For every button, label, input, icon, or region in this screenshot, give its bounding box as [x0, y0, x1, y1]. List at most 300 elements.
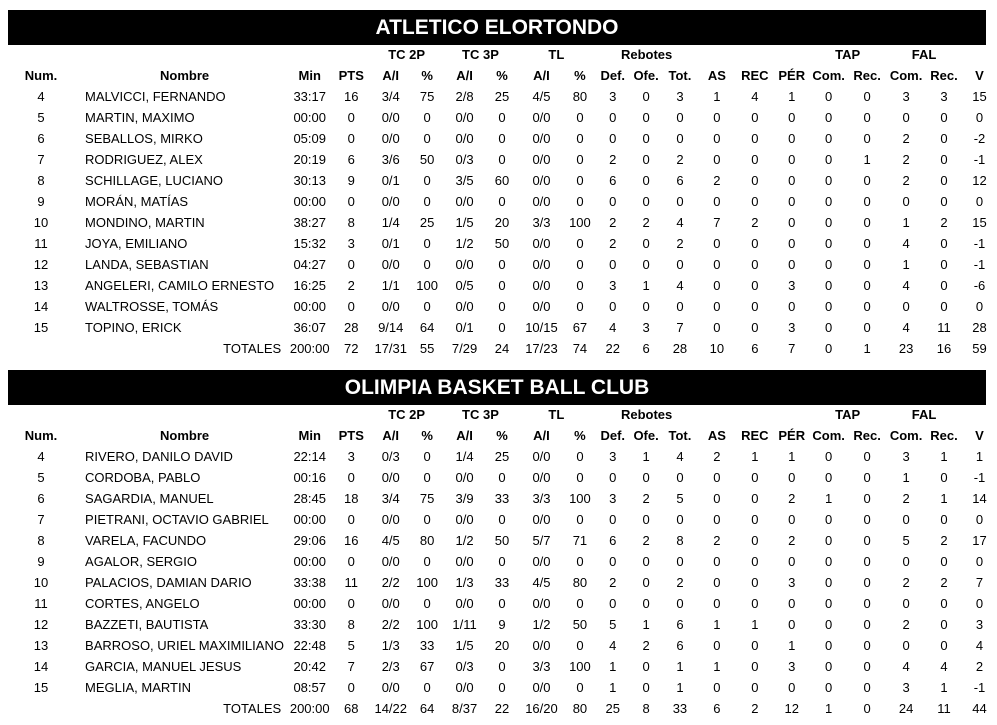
totals-cell-per: 7: [788, 341, 796, 356]
cell-tc3p-ai: 0/0: [455, 680, 474, 695]
cell-tap-com: 0: [825, 152, 833, 167]
cell-tap-rec: 0: [863, 320, 871, 335]
cell-min: 20:42: [293, 659, 326, 674]
cell-tap-rec: 1: [863, 152, 871, 167]
cell-reb-ofe: 0: [642, 236, 650, 251]
cell-fal-com: 0: [902, 110, 910, 125]
player-row: [0, 572, 997, 593]
cell-v: -6: [973, 278, 986, 293]
cell-min: 33:30: [293, 617, 326, 632]
column-header-tc2p-ai: A/I: [382, 68, 400, 83]
cell-min: 15:32: [293, 236, 326, 251]
cell-rec: 0: [751, 236, 759, 251]
totals-cell-tc3p-ai: 7/29: [451, 341, 478, 356]
column-header-per: PÉR: [778, 428, 806, 443]
cell-tl-pct: 50: [572, 617, 588, 632]
cell-reb-ofe: 2: [642, 491, 650, 506]
cell-rec: 1: [751, 617, 759, 632]
cell-as: 1: [713, 89, 721, 104]
cell-tl-pct: 0: [576, 512, 584, 527]
cell-rec: 0: [751, 554, 759, 569]
cell-fal-com: 4: [902, 236, 910, 251]
cell-nombre: SAGARDIA, MANUEL: [85, 491, 214, 506]
cell-reb-tot: 7: [676, 320, 684, 335]
column-header-as: AS: [707, 428, 726, 443]
cell-rec: 0: [751, 131, 759, 146]
cell-tc3p-pct: 0: [498, 554, 506, 569]
cell-num: 14: [33, 659, 49, 674]
cell-pts: 0: [347, 194, 355, 209]
group-header-row: [0, 405, 997, 425]
cell-tc3p-pct: 20: [494, 638, 510, 653]
cell-pts: 0: [347, 680, 355, 695]
cell-fal-com: 0: [902, 194, 910, 209]
cell-v: 0: [975, 299, 984, 314]
cell-tc2p-ai: 3/4: [381, 491, 400, 506]
cell-tc2p-pct: 25: [419, 215, 435, 230]
cell-as: 0: [713, 680, 721, 695]
totals-cell-nombre: TOTALES: [223, 701, 282, 716]
player-row: [0, 149, 997, 170]
player-row: [0, 677, 997, 698]
cell-per: 0: [788, 194, 796, 209]
cell-pts: 28: [344, 320, 359, 335]
cell-tl-ai: 1/2: [532, 617, 551, 632]
cell-tc2p-pct: 0: [423, 236, 431, 251]
cell-reb-tot: 0: [676, 257, 684, 272]
cell-tc2p-ai: 0/1: [381, 236, 400, 251]
cell-reb-def: 2: [609, 236, 617, 251]
cell-tc3p-pct: 9: [498, 617, 506, 632]
column-header-reb-def: Def.: [600, 68, 626, 83]
cell-num: 9: [37, 194, 45, 209]
cell-nombre: CORTES, ANGELO: [85, 596, 200, 611]
cell-tap-rec: 0: [863, 257, 871, 272]
column-header-row: [0, 425, 997, 446]
cell-tap-rec: 0: [863, 194, 871, 209]
cell-per: 0: [788, 173, 796, 188]
totals-cell-tap-com: 0: [825, 341, 833, 356]
group-header-blank: [698, 45, 809, 65]
cell-fal-rec: 0: [940, 110, 948, 125]
cell-fal-com: 0: [902, 596, 910, 611]
cell-tc3p-pct: 0: [498, 131, 506, 146]
totals-cell-tl-ai: 16/20: [525, 701, 558, 716]
cell-as: 7: [713, 215, 721, 230]
cell-v: 0: [975, 512, 984, 527]
cell-tc3p-ai: 0/0: [455, 512, 474, 527]
cell-tc2p-ai: 1/3: [381, 638, 400, 653]
cell-tc2p-pct: 64: [419, 320, 435, 335]
cell-min: 00:00: [293, 110, 326, 125]
cell-v: 17: [972, 533, 987, 548]
cell-tap-com: 0: [825, 554, 833, 569]
group-header-rebotes: Rebotes: [620, 407, 673, 422]
cell-per: 3: [788, 320, 796, 335]
cell-num: 8: [37, 533, 45, 548]
cell-num: 5: [37, 470, 45, 485]
column-header-min: Min: [298, 428, 321, 443]
cell-pts: 16: [344, 89, 359, 104]
cell-reb-ofe: 0: [642, 152, 650, 167]
cell-min: 33:38: [293, 575, 326, 590]
cell-num: 4: [37, 89, 45, 104]
cell-tl-pct: 67: [572, 320, 588, 335]
cell-tl-pct: 0: [576, 596, 584, 611]
stats-table: [0, 45, 997, 359]
cell-reb-def: 0: [609, 257, 617, 272]
cell-reb-def: 4: [609, 638, 617, 653]
cell-per: 0: [788, 299, 796, 314]
cell-pts: 5: [347, 638, 355, 653]
cell-v: -1: [973, 257, 986, 272]
totals-cell-nombre: TOTALES: [223, 341, 282, 356]
cell-v: 0: [975, 596, 984, 611]
cell-rec: 0: [751, 320, 759, 335]
cell-fal-rec: 0: [940, 596, 948, 611]
cell-tc3p-pct: 0: [498, 194, 506, 209]
cell-per: 1: [788, 638, 796, 653]
cell-pts: 7: [347, 659, 355, 674]
cell-reb-def: 3: [609, 278, 617, 293]
cell-fal-com: 3: [902, 680, 910, 695]
cell-per: 0: [788, 257, 796, 272]
cell-tl-ai: 10/15: [525, 320, 558, 335]
cell-rec: 0: [751, 299, 759, 314]
cell-tc2p-pct: 0: [423, 131, 431, 146]
cell-tl-pct: 100: [569, 491, 591, 506]
cell-per: 0: [788, 470, 796, 485]
cell-tc3p-ai: 0/0: [455, 554, 474, 569]
player-row: [0, 593, 997, 614]
cell-pts: 0: [347, 470, 355, 485]
cell-reb-ofe: 1: [642, 617, 650, 632]
group-header-tap: TAP: [835, 47, 861, 62]
cell-v: 7: [975, 575, 984, 590]
cell-tl-ai: 4/5: [532, 89, 551, 104]
cell-tc2p-pct: 33: [419, 638, 435, 653]
cell-tc3p-pct: 0: [498, 596, 506, 611]
cell-reb-def: 3: [609, 449, 617, 464]
cell-tl-ai: 0/0: [532, 512, 551, 527]
cell-tl-pct: 0: [576, 110, 584, 125]
cell-reb-ofe: 1: [642, 449, 650, 464]
cell-per: 3: [788, 575, 796, 590]
cell-tap-rec: 0: [863, 491, 871, 506]
group-header-tc3p: TC 3P: [462, 407, 499, 422]
cell-tl-ai: 4/5: [532, 575, 551, 590]
cell-min: 00:00: [293, 299, 326, 314]
cell-reb-def: 2: [609, 575, 617, 590]
player-row: [0, 530, 997, 551]
cell-tc3p-pct: 0: [498, 512, 506, 527]
cell-tap-com: 0: [825, 215, 833, 230]
cell-fal-rec: 11: [937, 320, 951, 335]
cell-fal-rec: 1: [940, 680, 948, 695]
cell-pts: 0: [347, 110, 355, 125]
cell-pts: 18: [344, 491, 359, 506]
cell-tc2p-pct: 0: [423, 194, 431, 209]
cell-min: 16:25: [293, 278, 326, 293]
cell-tap-rec: 0: [863, 278, 871, 293]
cell-per: 2: [788, 533, 796, 548]
cell-tc3p-pct: 60: [494, 173, 510, 188]
cell-tl-ai: 0/0: [532, 110, 551, 125]
totals-cell-v: 44: [972, 701, 987, 716]
cell-reb-def: 0: [609, 554, 617, 569]
totals-cell-per: 12: [784, 701, 799, 716]
column-header-fal-com: Com.: [889, 68, 923, 83]
cell-tl-pct: 0: [576, 173, 584, 188]
cell-reb-def: 6: [609, 533, 617, 548]
cell-rec: 0: [751, 659, 759, 674]
cell-reb-tot: 2: [676, 236, 684, 251]
group-header-tc2p: TC 2P: [388, 407, 426, 422]
cell-tl-pct: 0: [576, 152, 584, 167]
cell-fal-rec: 2: [940, 215, 948, 230]
group-header-row: [0, 45, 997, 65]
cell-fal-com: 2: [902, 617, 910, 632]
cell-per: 0: [788, 512, 796, 527]
cell-tl-ai: 3/3: [532, 215, 551, 230]
cell-min: 30:13: [293, 173, 326, 188]
cell-tc3p-pct: 0: [498, 659, 506, 674]
column-header-tc2p-ai: A/I: [382, 428, 400, 443]
cell-per: 1: [788, 449, 796, 464]
cell-pts: 11: [344, 575, 359, 590]
cell-reb-tot: 6: [676, 173, 684, 188]
cell-nombre: TOPINO, ERICK: [85, 320, 182, 335]
cell-tc2p-pct: 80: [419, 533, 435, 548]
cell-num: 13: [33, 278, 49, 293]
cell-tap-com: 0: [825, 596, 833, 611]
column-header-tl-ai: A/I: [533, 428, 550, 443]
cell-tc3p-ai: 0/1: [455, 320, 474, 335]
cell-v: 14: [972, 491, 987, 506]
cell-v: 3: [975, 617, 984, 632]
cell-fal-com: 4: [902, 320, 910, 335]
cell-fal-rec: 0: [940, 173, 948, 188]
column-header-reb-tot: Tot.: [668, 68, 692, 83]
cell-reb-def: 2: [609, 215, 617, 230]
cell-tc3p-pct: 33: [494, 491, 510, 506]
cell-as: 0: [713, 320, 721, 335]
cell-tc2p-ai: 0/0: [381, 512, 400, 527]
cell-tl-ai: 0/0: [532, 470, 551, 485]
cell-fal-rec: 0: [940, 512, 948, 527]
cell-fal-rec: 0: [940, 152, 948, 167]
group-header-blank: [698, 405, 809, 425]
cell-reb-tot: 0: [676, 554, 684, 569]
column-header-tl-pct: %: [574, 68, 586, 83]
cell-as: 0: [713, 236, 721, 251]
cell-nombre: BAZZETI, BAUTISTA: [85, 617, 209, 632]
cell-tc2p-ai: 3/4: [381, 89, 400, 104]
cell-nombre: AGALOR, SERGIO: [85, 554, 198, 569]
cell-rec: 4: [751, 89, 759, 104]
cell-as: 0: [713, 278, 721, 293]
cell-tl-ai: 0/0: [532, 638, 551, 653]
cell-as: 0: [713, 299, 721, 314]
cell-num: 4: [37, 449, 45, 464]
cell-reb-def: 0: [609, 299, 617, 314]
cell-as: 1: [713, 617, 721, 632]
cell-tap-rec: 0: [863, 533, 871, 548]
cell-reb-tot: 2: [676, 152, 684, 167]
cell-as: 0: [713, 575, 721, 590]
column-header-nombre: Nombre: [160, 68, 210, 83]
cell-num: 7: [37, 152, 45, 167]
cell-fal-rec: 2: [940, 575, 948, 590]
cell-tap-com: 0: [825, 512, 833, 527]
column-header-row: [0, 65, 997, 86]
cell-tl-ai: 5/7: [532, 533, 551, 548]
cell-tc3p-ai: 1/2: [455, 236, 474, 251]
cell-nombre: MARTIN, MAXIMO: [85, 110, 195, 125]
cell-reb-def: 0: [609, 110, 617, 125]
cell-reb-tot: 1: [676, 680, 684, 695]
group-header-tl: TL: [548, 407, 565, 422]
cell-tc2p-ai: 3/6: [381, 152, 400, 167]
cell-tc2p-ai: 1/1: [381, 278, 400, 293]
cell-reb-def: 0: [609, 512, 617, 527]
cell-as: 0: [713, 194, 721, 209]
cell-rec: 2: [751, 215, 759, 230]
cell-tc3p-ai: 1/11: [452, 617, 477, 632]
cell-per: 0: [788, 236, 796, 251]
cell-nombre: MONDINO, MARTIN: [85, 215, 205, 230]
cell-tap-rec: 0: [863, 449, 871, 464]
totals-cell-reb-tot: 33: [672, 701, 688, 716]
cell-tc3p-pct: 0: [498, 470, 506, 485]
cell-min: 00:00: [293, 512, 326, 527]
cell-tap-com: 0: [825, 638, 833, 653]
cell-fal-com: 2: [902, 491, 910, 506]
totals-cell-fal-com: 23: [898, 341, 914, 356]
totals-cell-num: [0, 698, 82, 719]
cell-tl-ai: 0/0: [532, 278, 551, 293]
cell-tc2p-pct: 67: [419, 659, 435, 674]
cell-tc3p-ai: 2/8: [455, 89, 474, 104]
cell-v: 0: [975, 194, 984, 209]
cell-tl-ai: 0/0: [532, 449, 551, 464]
cell-fal-com: 1: [902, 470, 910, 485]
cell-rec: 0: [751, 173, 759, 188]
totals-cell-reb-tot: 28: [672, 341, 688, 356]
cell-as: 0: [713, 491, 721, 506]
column-header-tap-com: Com.: [812, 428, 845, 443]
cell-tc2p-ai: 0/1: [381, 173, 400, 188]
cell-v: 2: [975, 659, 984, 674]
totals-cell-tc3p-pct: 22: [494, 701, 510, 716]
cell-v: 15: [972, 215, 987, 230]
totals-cell-min: 200:00: [289, 701, 330, 716]
cell-v: -1: [973, 236, 986, 251]
cell-tc2p-ai: 2/2: [381, 617, 400, 632]
cell-min: 00:16: [293, 470, 326, 485]
cell-reb-tot: 0: [676, 299, 684, 314]
cell-tl-pct: 100: [569, 659, 591, 674]
cell-v: -2: [973, 131, 986, 146]
cell-nombre: PIETRANI, OCTAVIO GABRIEL: [85, 512, 269, 527]
cell-min: 22:48: [293, 638, 326, 653]
cell-tc2p-ai: 1/4: [381, 215, 400, 230]
player-row: [0, 446, 997, 467]
cell-tc3p-pct: 25: [494, 449, 510, 464]
cell-fal-com: 0: [902, 638, 910, 653]
column-header-fal-com: Com.: [889, 428, 923, 443]
cell-min: 33:17: [293, 89, 326, 104]
cell-pts: 0: [347, 596, 355, 611]
cell-tc2p-pct: 0: [423, 257, 431, 272]
cell-as: 0: [713, 131, 721, 146]
cell-fal-com: 2: [902, 575, 910, 590]
cell-per: 0: [788, 680, 796, 695]
cell-tl-pct: 0: [576, 470, 584, 485]
cell-tc3p-pct: 50: [494, 236, 510, 251]
cell-tap-com: 0: [825, 89, 833, 104]
cell-reb-tot: 0: [676, 110, 684, 125]
cell-reb-ofe: 0: [642, 680, 650, 695]
totals-row: [0, 698, 997, 719]
cell-tc2p-ai: 0/0: [381, 131, 400, 146]
player-row: [0, 275, 997, 296]
cell-min: 29:06: [293, 533, 326, 548]
cell-tap-com: 0: [825, 194, 833, 209]
cell-min: 28:45: [293, 491, 326, 506]
cell-rec: 0: [751, 596, 759, 611]
cell-per: 3: [788, 278, 796, 293]
cell-tc2p-pct: 0: [423, 449, 431, 464]
cell-tc3p-pct: 25: [494, 89, 510, 104]
cell-reb-def: 2: [609, 152, 617, 167]
cell-tc3p-pct: 0: [498, 257, 506, 272]
cell-tc2p-ai: 9/14: [378, 320, 404, 335]
totals-cell-tap-rec: 1: [863, 341, 871, 356]
totals-cell-tc2p-pct: 64: [419, 701, 435, 716]
cell-num: 10: [33, 575, 49, 590]
cell-per: 3: [788, 659, 796, 674]
cell-tap-rec: 0: [863, 110, 871, 125]
cell-pts: 3: [347, 449, 355, 464]
cell-tc3p-ai: 1/2: [455, 533, 474, 548]
cell-reb-ofe: 0: [642, 512, 650, 527]
cell-tap-rec: 0: [863, 617, 871, 632]
cell-per: 1: [788, 89, 796, 104]
cell-tap-rec: 0: [863, 596, 871, 611]
player-row: [0, 467, 997, 488]
player-row: [0, 212, 997, 233]
cell-min: 38:27: [293, 215, 326, 230]
totals-cell-tl-pct: 74: [572, 341, 588, 356]
cell-tap-com: 0: [825, 110, 833, 125]
cell-nombre: JOYA, EMILIANO: [85, 236, 188, 251]
cell-fal-rec: 0: [940, 617, 948, 632]
cell-reb-def: 5: [609, 617, 617, 632]
cell-reb-def: 3: [609, 491, 617, 506]
cell-reb-tot: 3: [676, 89, 684, 104]
cell-reb-tot: 6: [676, 617, 684, 632]
cell-pts: 9: [347, 173, 355, 188]
cell-as: 0: [713, 470, 721, 485]
cell-as: 2: [713, 173, 721, 188]
cell-tap-com: 0: [825, 320, 833, 335]
column-header-pts: PTS: [338, 428, 364, 443]
cell-reb-ofe: 0: [642, 575, 650, 590]
cell-reb-tot: 4: [676, 278, 684, 293]
cell-nombre: PALACIOS, DAMIAN DARIO: [85, 575, 252, 590]
cell-fal-com: 4: [902, 659, 910, 674]
